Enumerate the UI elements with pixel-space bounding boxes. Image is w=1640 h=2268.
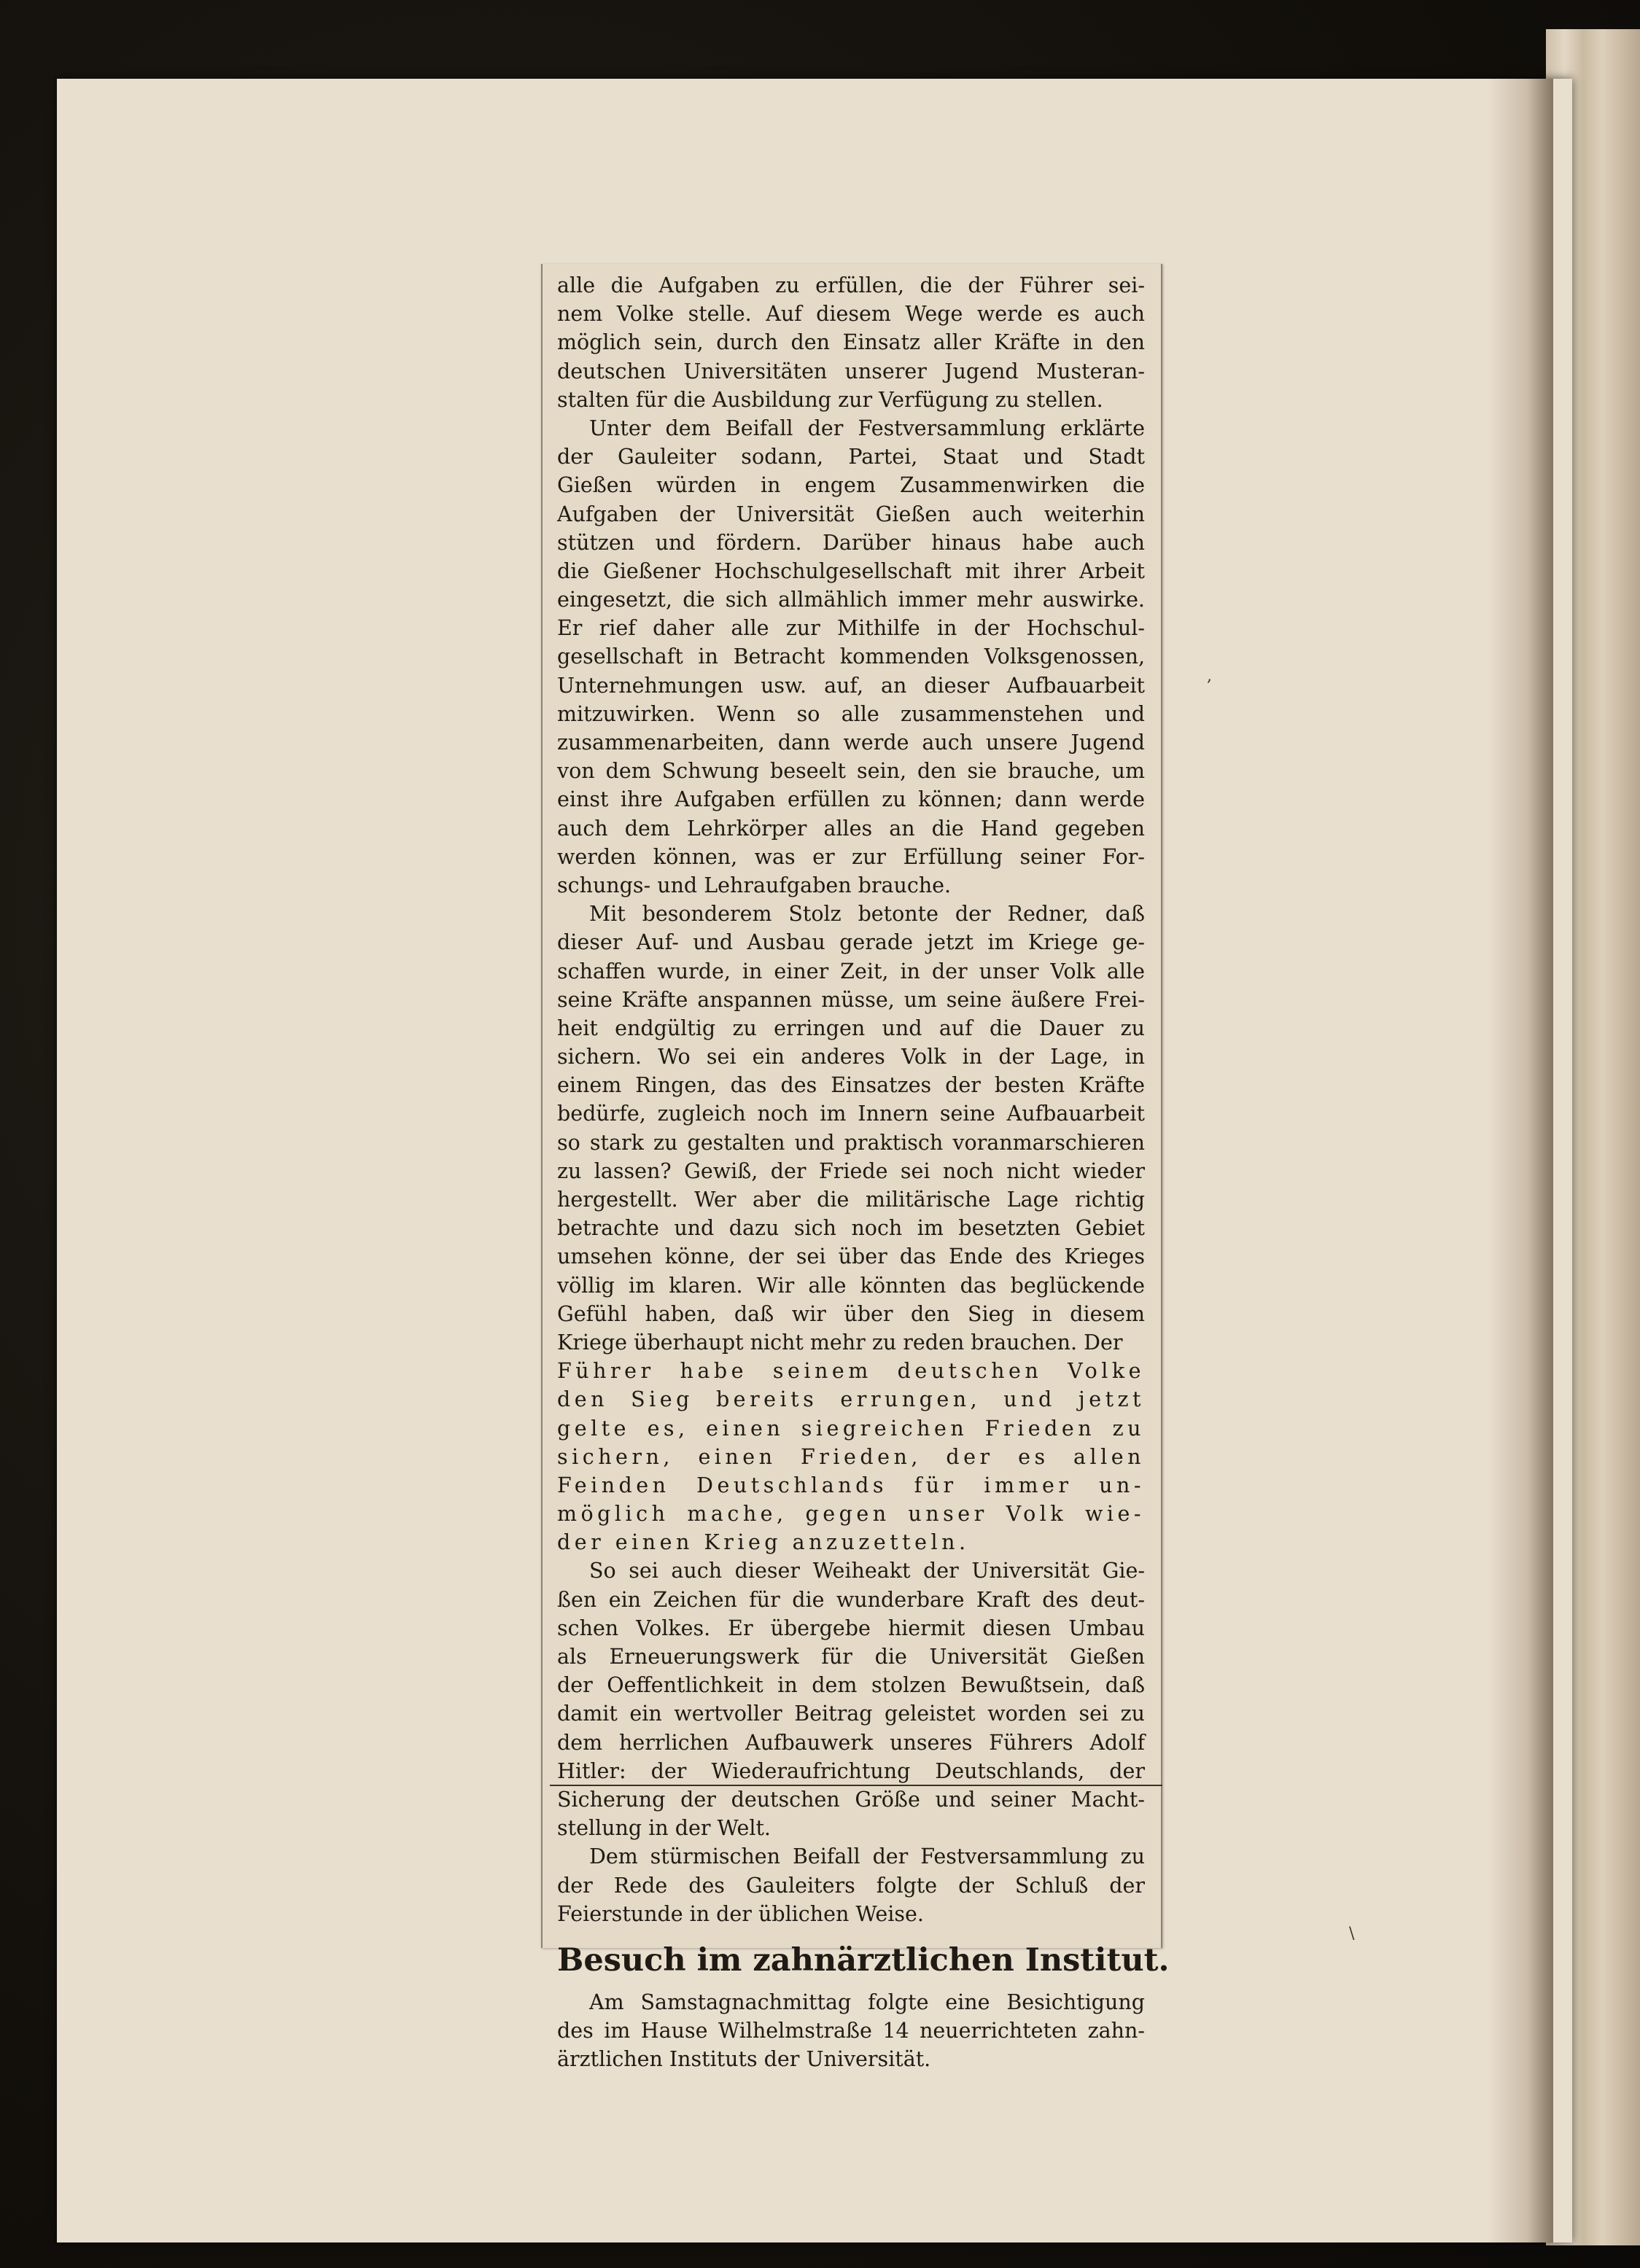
text-line: einst ihre Aufgaben erfüllen zu können; dann werde: [557, 787, 1145, 812]
article-body: [557, 271, 1145, 1928]
text-line: völlig im klaren. Wir alle könnten das beglückende: [557, 1273, 1145, 1298]
text-line: den Sieg bereits errungen, und jetzt: [557, 1387, 1145, 1412]
text-line: einem Ringen, das des Einsatzes der besten Kräfte: [557, 1073, 1145, 1098]
text-line: stellung in der Welt.: [557, 1816, 771, 1841]
text-line: sichern. Wo sei ein anderes Volk in der Lage, in: [557, 1045, 1145, 1069]
text-line: der einen Krieg anzuzetteln.: [557, 1530, 970, 1555]
text-line: heit endgültig zu erringen und auf die Dauer zu: [557, 1016, 1145, 1040]
text-line: Aufgaben der Universität Gießen auch weiterhin: [557, 502, 1145, 526]
text-line: ärztlichen Instituts der Universität.: [557, 2047, 931, 2072]
text-line: der Rede des Gauleiters folgte der Schluß der: [557, 1873, 1145, 1898]
underline-stroke: [550, 1785, 1162, 1786]
text-line: Dem stürmischen Beifall der Festversammlung zu: [589, 1844, 1145, 1869]
page-gutter-shadow: [1488, 79, 1553, 2242]
article-headline: Besuch im zahnärztlichen Institut.: [557, 1941, 1170, 1979]
text-line: von dem Schwung beseelt sein, den sie brauche, um: [557, 759, 1145, 784]
text-line: seine Kräfte anspannen müsse, um seine äußere Frei-: [557, 987, 1145, 1012]
text-line: So sei auch dieser Weiheakt der Universität Gie-: [589, 1559, 1145, 1583]
text-line: nem Volke stelle. Auf diesem Wege werde es auch: [557, 302, 1145, 327]
text-line: Er rief daher alle zur Mithilfe in der Hochschul-: [557, 616, 1145, 641]
text-line: dem herrlichen Aufbauwerk unseres Führers Adolf: [557, 1730, 1145, 1755]
text-line: betrachte und dazu sich noch im besetzten Gebiet: [557, 1216, 1145, 1241]
article-continuation: [557, 1988, 1145, 2074]
text-line: werden können, was er zur Erfüllung seiner For-: [557, 844, 1145, 869]
text-line: zusammenarbeiten, dann werde auch unsere Jugend: [557, 730, 1145, 755]
text-line: mitzuwirken. Wenn so alle zusammenstehen und: [557, 701, 1145, 726]
text-line: Am Samstagnachmittag folgte eine Besichtigung: [589, 1990, 1145, 2014]
text-line: Gießen würden in engem Zusammenwirken die: [557, 473, 1145, 498]
text-line: schen Volkes. Er übergebe hiermit diesen Umbau: [557, 1616, 1145, 1640]
text-line: zu lassen? Gewiß, der Friede sei noch nicht wieder: [557, 1158, 1145, 1183]
text-line: sichern, einen Frieden, der es allen: [557, 1444, 1145, 1469]
text-line: damit ein wertvoller Beitrag geleistet worden sei zu: [557, 1702, 1145, 1726]
text-line: der Gauleiter sodann, Partei, Staat und Stadt: [557, 445, 1145, 469]
newspaper-clipping: [541, 264, 1170, 2072]
text-line: auch dem Lehrkörper alles an die Hand gegeben: [557, 816, 1145, 841]
text-line: Hitler: der Wiederaufrichtung Deutschlands, der: [557, 1758, 1145, 1783]
text-line: Führer habe seinem deutschen Volke: [557, 1359, 1145, 1384]
text-line: der Oeffentlichkeit in dem stolzen Bewußtsein, daß: [557, 1673, 1145, 1698]
text-line: gelte es, einen siegreichen Frieden zu: [557, 1416, 1145, 1441]
text-line: Sicherung der deutschen Größe und seiner Macht-: [557, 1787, 1145, 1812]
text-line: deutschen Universitäten unserer Jugend Musteran-: [557, 359, 1145, 383]
text-line: als Erneuerungswerk für die Universität Gießen: [557, 1645, 1145, 1669]
text-line: Unter dem Beifall der Festversammlung erklärte: [589, 416, 1145, 440]
text-line: die Gießener Hochschulgesellschaft mit ihrer Arbeit: [557, 558, 1145, 583]
text-line: des im Hause Wilhelmstraße 14 neuerrichteten zahn-: [557, 2019, 1145, 2043]
text-line: möglich sein, durch den Einsatz aller Kräfte in den: [557, 330, 1145, 355]
page-mark: ,: [1207, 667, 1212, 685]
text-line: stützen und fördern. Darüber hinaus habe auch: [557, 530, 1145, 555]
page-mark: \: [1349, 1925, 1355, 1943]
text-line: Unternehmungen usw. auf, an dieser Aufbauarbeit: [557, 673, 1145, 698]
text-line: gesellschaft in Betracht kommenden Volksgenossen,: [557, 644, 1145, 669]
text-line: so stark zu gestalten und praktisch voranmarschieren: [557, 1130, 1145, 1155]
text-line: schaffen wurde, in einer Zeit, in der unser Volk alle: [557, 959, 1145, 983]
text-line: schungs- und Lehraufgaben brauche.: [557, 873, 952, 897]
text-line: dieser Auf- und Ausbau gerade jetzt im Kriege ge-: [557, 930, 1145, 955]
text-line: ßen ein Zeichen für die wunderbare Kraft des deut-: [557, 1587, 1145, 1612]
text-line: möglich mache, gegen unser Volk wie-: [557, 1502, 1145, 1527]
text-line: Feinden Deutschlands für immer un-: [557, 1473, 1145, 1497]
text-line: alle die Aufgaben zu erfüllen, die der Führer sei-: [557, 273, 1145, 297]
text-line: Mit besonderem Stolz betonte der Redner, daß: [589, 902, 1145, 927]
text-line: eingesetzt, die sich allmählich immer mehr auswirke.: [557, 588, 1145, 612]
text-line: Feierstunde in der üblichen Weise.: [557, 1901, 924, 1926]
text-line: bedürfe, zugleich noch im Innern seine Aufbauarbeit: [557, 1102, 1145, 1126]
text-line: hergestellt. Wer aber die militärische Lage richtig: [557, 1188, 1145, 1212]
text-line: umsehen könne, der sei über das Ende des Krieges: [557, 1244, 1145, 1269]
text-line: Kriege überhaupt nicht mehr zu reden brauchen. Der: [557, 1330, 1123, 1355]
text-line: Gefühl haben, daß wir über den Sieg in diesem: [557, 1301, 1145, 1326]
text-line: stalten für die Ausbildung zur Verfügung zu stellen.: [557, 387, 1103, 412]
